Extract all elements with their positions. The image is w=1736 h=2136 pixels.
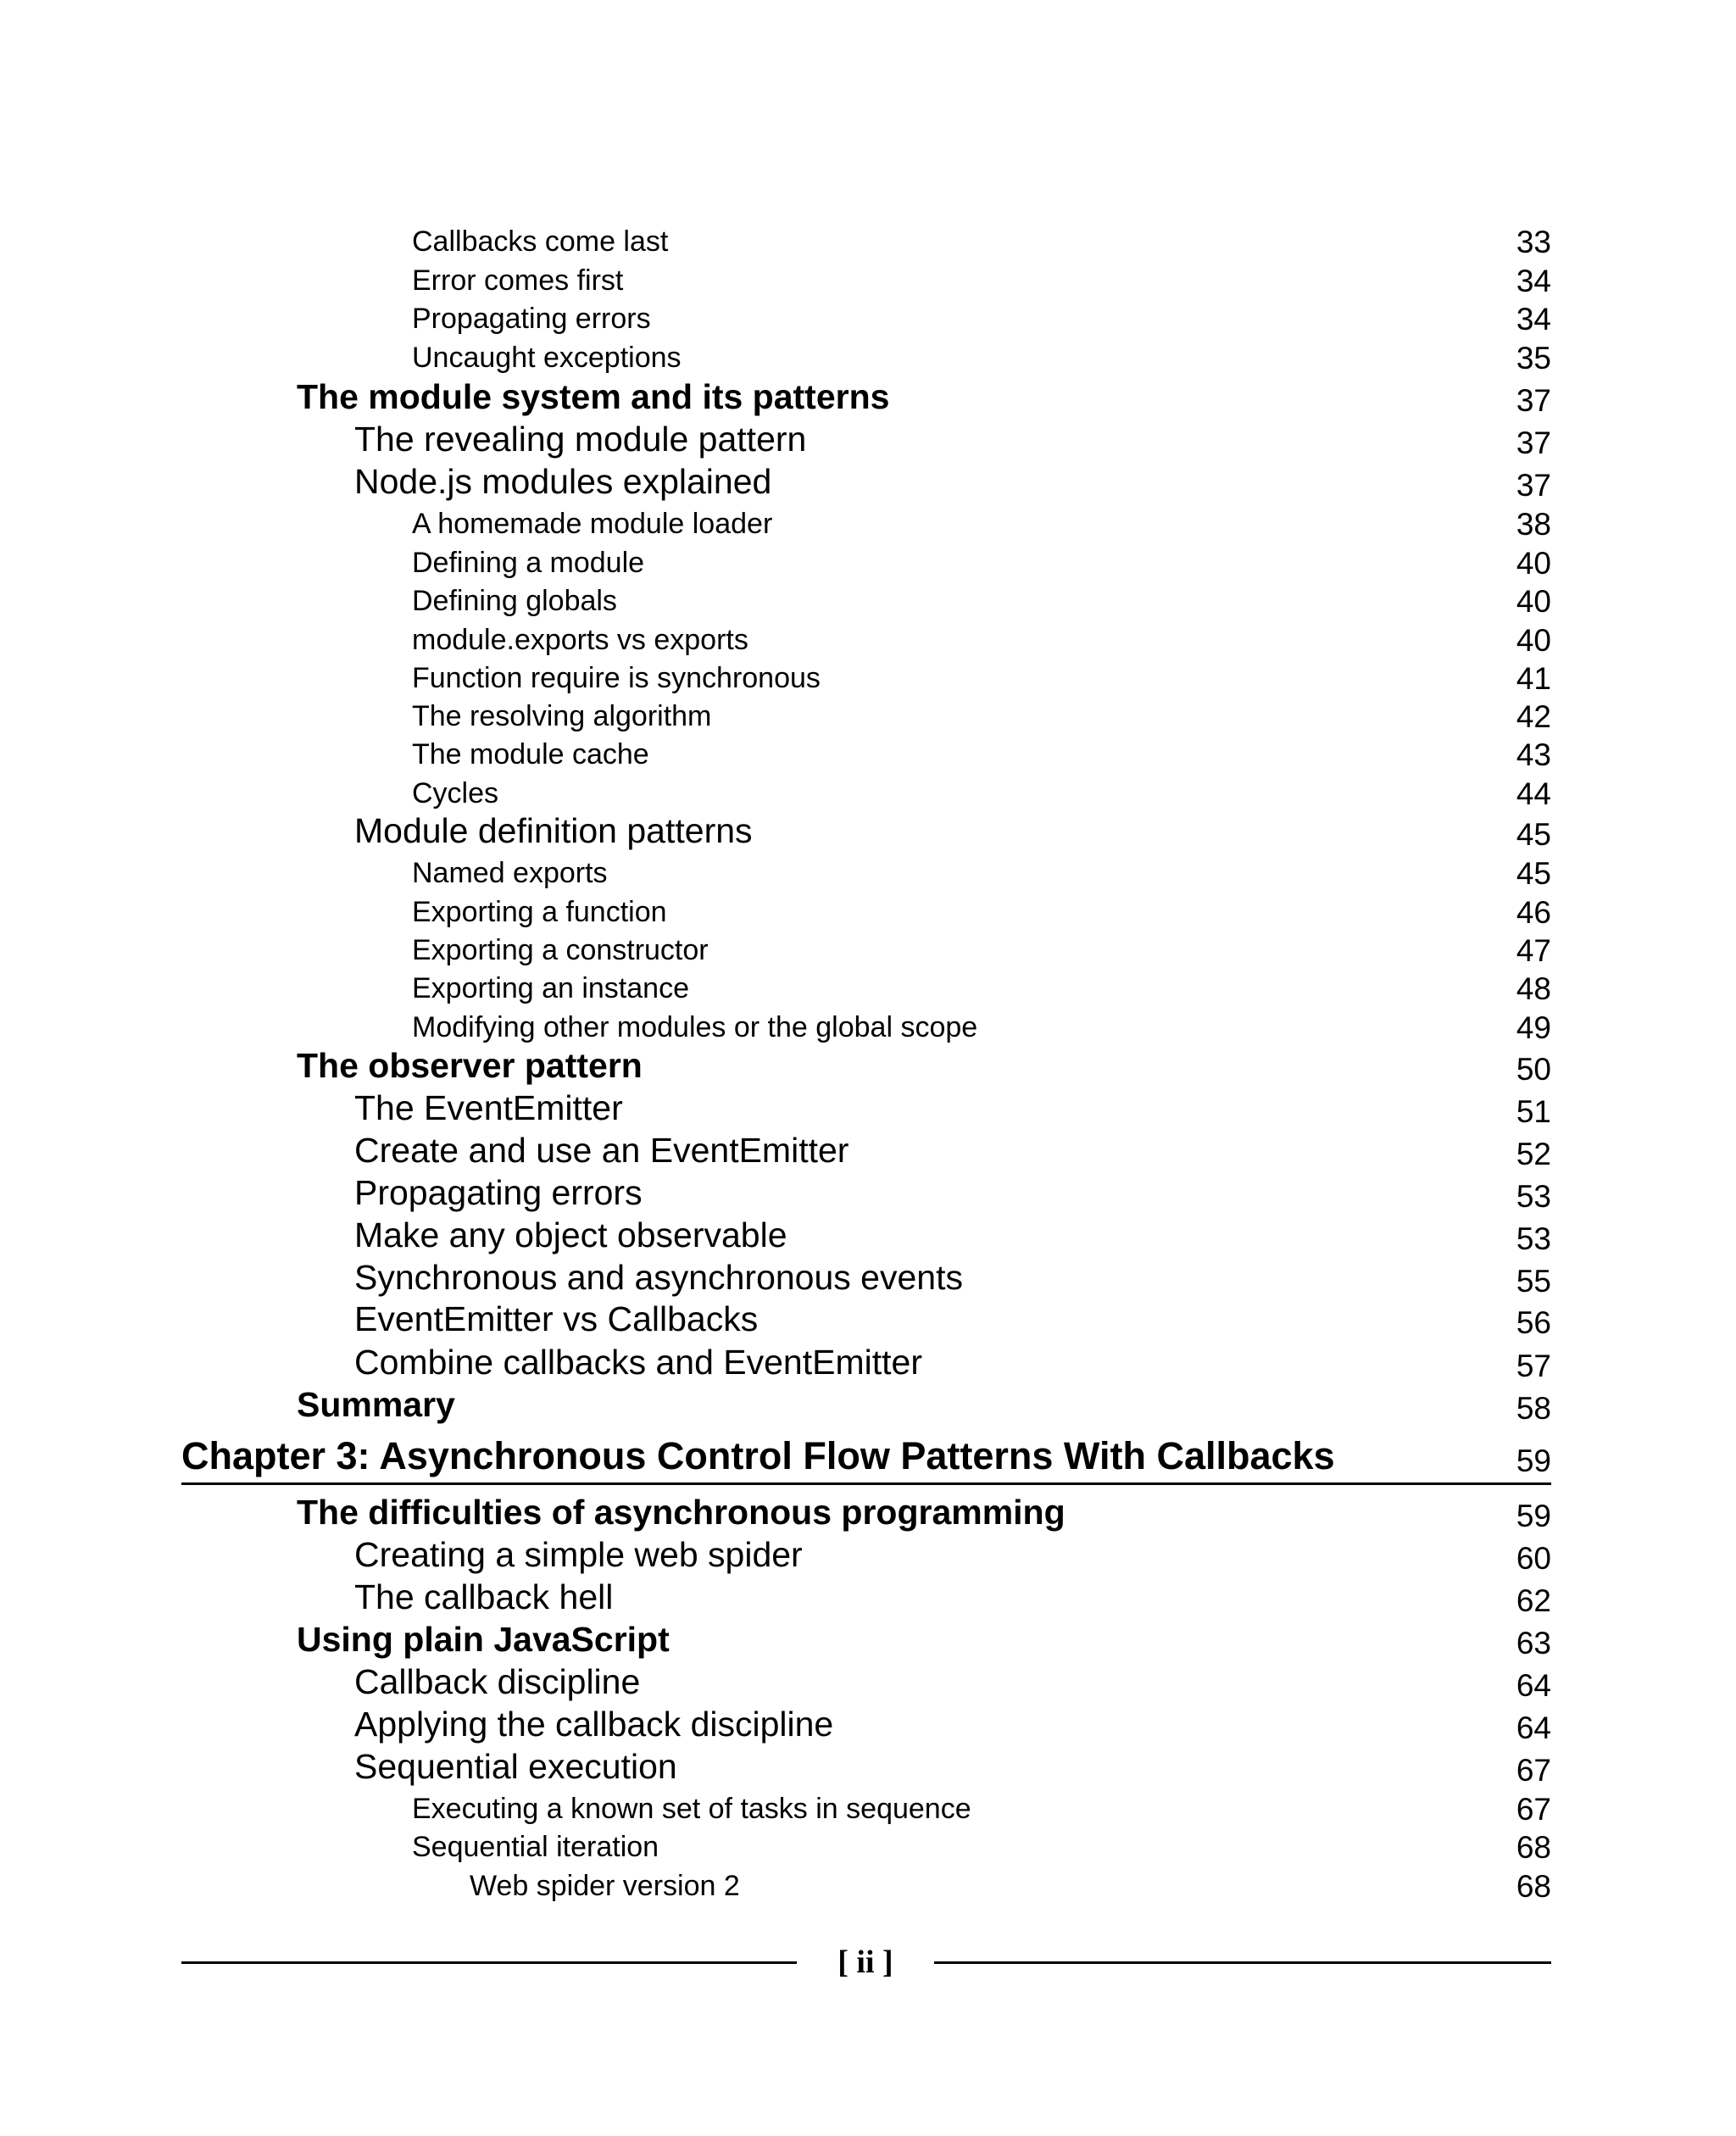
toc-entry-page: 40	[1516, 546, 1551, 581]
toc-entry-title: Exporting a constructor	[412, 934, 709, 966]
toc-entry-title: Error comes first	[412, 264, 624, 297]
toc-entry-title: Using plain JavaScript	[297, 1620, 670, 1659]
toc-entry-page: 46	[1516, 895, 1551, 930]
toc-entry-title: Creating a simple web spider	[354, 1535, 803, 1574]
toc-entry-page: 45	[1516, 856, 1551, 891]
toc-entry-page: 64	[1516, 1710, 1551, 1745]
footer-rule-right	[934, 1961, 1551, 1964]
footer-rule-left	[181, 1961, 797, 1964]
toc-entry-title: The observer pattern	[297, 1046, 643, 1085]
toc-entry-title: Node.js modules explained	[354, 462, 772, 501]
toc-entry-page: 63	[1516, 1626, 1551, 1660]
footer-page-number: [ ii ]	[837, 1944, 893, 1980]
toc-entry-page: 47	[1516, 933, 1551, 968]
toc-entry-title: Defining a module	[412, 547, 645, 579]
toc-entry-title: The module cache	[412, 738, 649, 770]
toc-entry-title: Callback discipline	[354, 1662, 641, 1701]
toc-entry-page: 34	[1516, 264, 1551, 298]
toc-entry-title: Exporting an instance	[412, 972, 689, 1004]
toc-entry-page: 42	[1516, 699, 1551, 734]
toc-entry-title: Exporting a function	[412, 896, 667, 928]
toc-entry-page: 40	[1516, 623, 1551, 658]
toc-entry[interactable]	[0, 1370, 1736, 1429]
toc-entry-page: 58	[1516, 1391, 1551, 1426]
toc-entry-page: 67	[1516, 1753, 1551, 1788]
toc-entry-page: 50	[1516, 1052, 1551, 1087]
toc-entry-title: Callbacks come last	[412, 225, 669, 258]
toc-entry-page: 56	[1516, 1305, 1551, 1340]
toc-entry-page: 59	[1516, 1499, 1551, 1533]
toc-entry-title: The callback hell	[354, 1577, 614, 1616]
toc-entry-title: The difficulties of asynchronous programming	[297, 1493, 1066, 1532]
toc-entry-page: 33	[1516, 225, 1551, 259]
toc-entry-page: 49	[1516, 1010, 1551, 1045]
toc-entry-page: 55	[1516, 1264, 1551, 1299]
toc-entry-page: 35	[1516, 341, 1551, 375]
toc-entry-page: 53	[1516, 1221, 1551, 1256]
toc-entry-page: 67	[1516, 1792, 1551, 1827]
toc-entry-page: 37	[1516, 426, 1551, 460]
toc-entry-title: Summary	[297, 1385, 455, 1424]
toc-entry-title: Web spider version 2	[470, 1870, 740, 1902]
toc-entry-title: EventEmitter vs Callbacks	[354, 1299, 759, 1338]
toc-entry-title: Named exports	[412, 857, 608, 889]
toc-entry-title: Defining globals	[412, 585, 617, 617]
toc-entry-title: Synchronous and asynchronous events	[354, 1258, 963, 1297]
toc-entry-page: 62	[1516, 1583, 1551, 1618]
toc-entry-page: 59	[1516, 1443, 1551, 1478]
toc-entry-title: Uncaught exceptions	[412, 342, 682, 374]
toc-entry-title: Create and use an EventEmitter	[354, 1131, 849, 1170]
toc-entry-page: 38	[1516, 507, 1551, 542]
toc-entry-title: The EventEmitter	[354, 1088, 623, 1127]
toc-entry-page: 48	[1516, 971, 1551, 1006]
toc-entry-page: 57	[1516, 1349, 1551, 1383]
toc-entry-page: 40	[1516, 584, 1551, 619]
page-footer	[181, 1941, 1551, 1983]
toc-entry-page: 37	[1516, 468, 1551, 503]
toc-entry-page: 64	[1516, 1668, 1551, 1703]
toc-entry-title: Cycles	[412, 777, 499, 809]
toc-entry-page: 45	[1516, 817, 1551, 852]
toc-entry-title: Combine callbacks and EventEmitter	[354, 1343, 922, 1382]
toc-entry-page: 68	[1516, 1830, 1551, 1865]
toc-entry-title: Make any object observable	[354, 1215, 787, 1254]
toc-entry-page: 37	[1516, 383, 1551, 418]
toc-entry-title: Chapter 3: Asynchronous Control Flow Patterns With Callbacks	[181, 1434, 1335, 1477]
toc-entry-title: Function require is synchronous	[412, 662, 821, 694]
toc-entry-page: 34	[1516, 302, 1551, 337]
toc-entry-title: module.exports vs exports	[412, 624, 748, 656]
toc-entry-title: Modifying other modules or the global scope	[412, 1011, 978, 1043]
toc-entry-page: 43	[1516, 737, 1551, 772]
toc-entry-title: Sequential iteration	[412, 1831, 659, 1863]
toc-entry-title: A homemade module loader	[412, 508, 773, 540]
toc-chapter-entry[interactable]	[0, 1422, 1736, 1482]
toc-entry[interactable]	[0, 1848, 1736, 1907]
toc-entry-title: The revealing module pattern	[354, 420, 807, 459]
toc-entry-title: The resolving algorithm	[412, 700, 712, 732]
toc-entry-title: Executing a known set of tasks in sequence	[412, 1793, 971, 1825]
toc-entry-title: Propagating errors	[412, 303, 651, 335]
toc-entry-title: Applying the callback discipline	[354, 1705, 834, 1744]
toc-entry-title: Sequential execution	[354, 1747, 677, 1786]
toc-entry-page: 68	[1516, 1869, 1551, 1904]
toc-entry-title: The module system and its patterns	[297, 377, 890, 416]
toc-entry-page: 41	[1516, 661, 1551, 696]
toc-entry-page: 60	[1516, 1541, 1551, 1576]
toc-entry-page: 44	[1516, 776, 1551, 811]
toc-entry-title: Module definition patterns	[354, 811, 753, 850]
toc-entry-page: 51	[1516, 1094, 1551, 1129]
toc-entry-page: 52	[1516, 1137, 1551, 1171]
toc-entry-title: Propagating errors	[354, 1173, 643, 1212]
toc-entry-page: 53	[1516, 1179, 1551, 1214]
